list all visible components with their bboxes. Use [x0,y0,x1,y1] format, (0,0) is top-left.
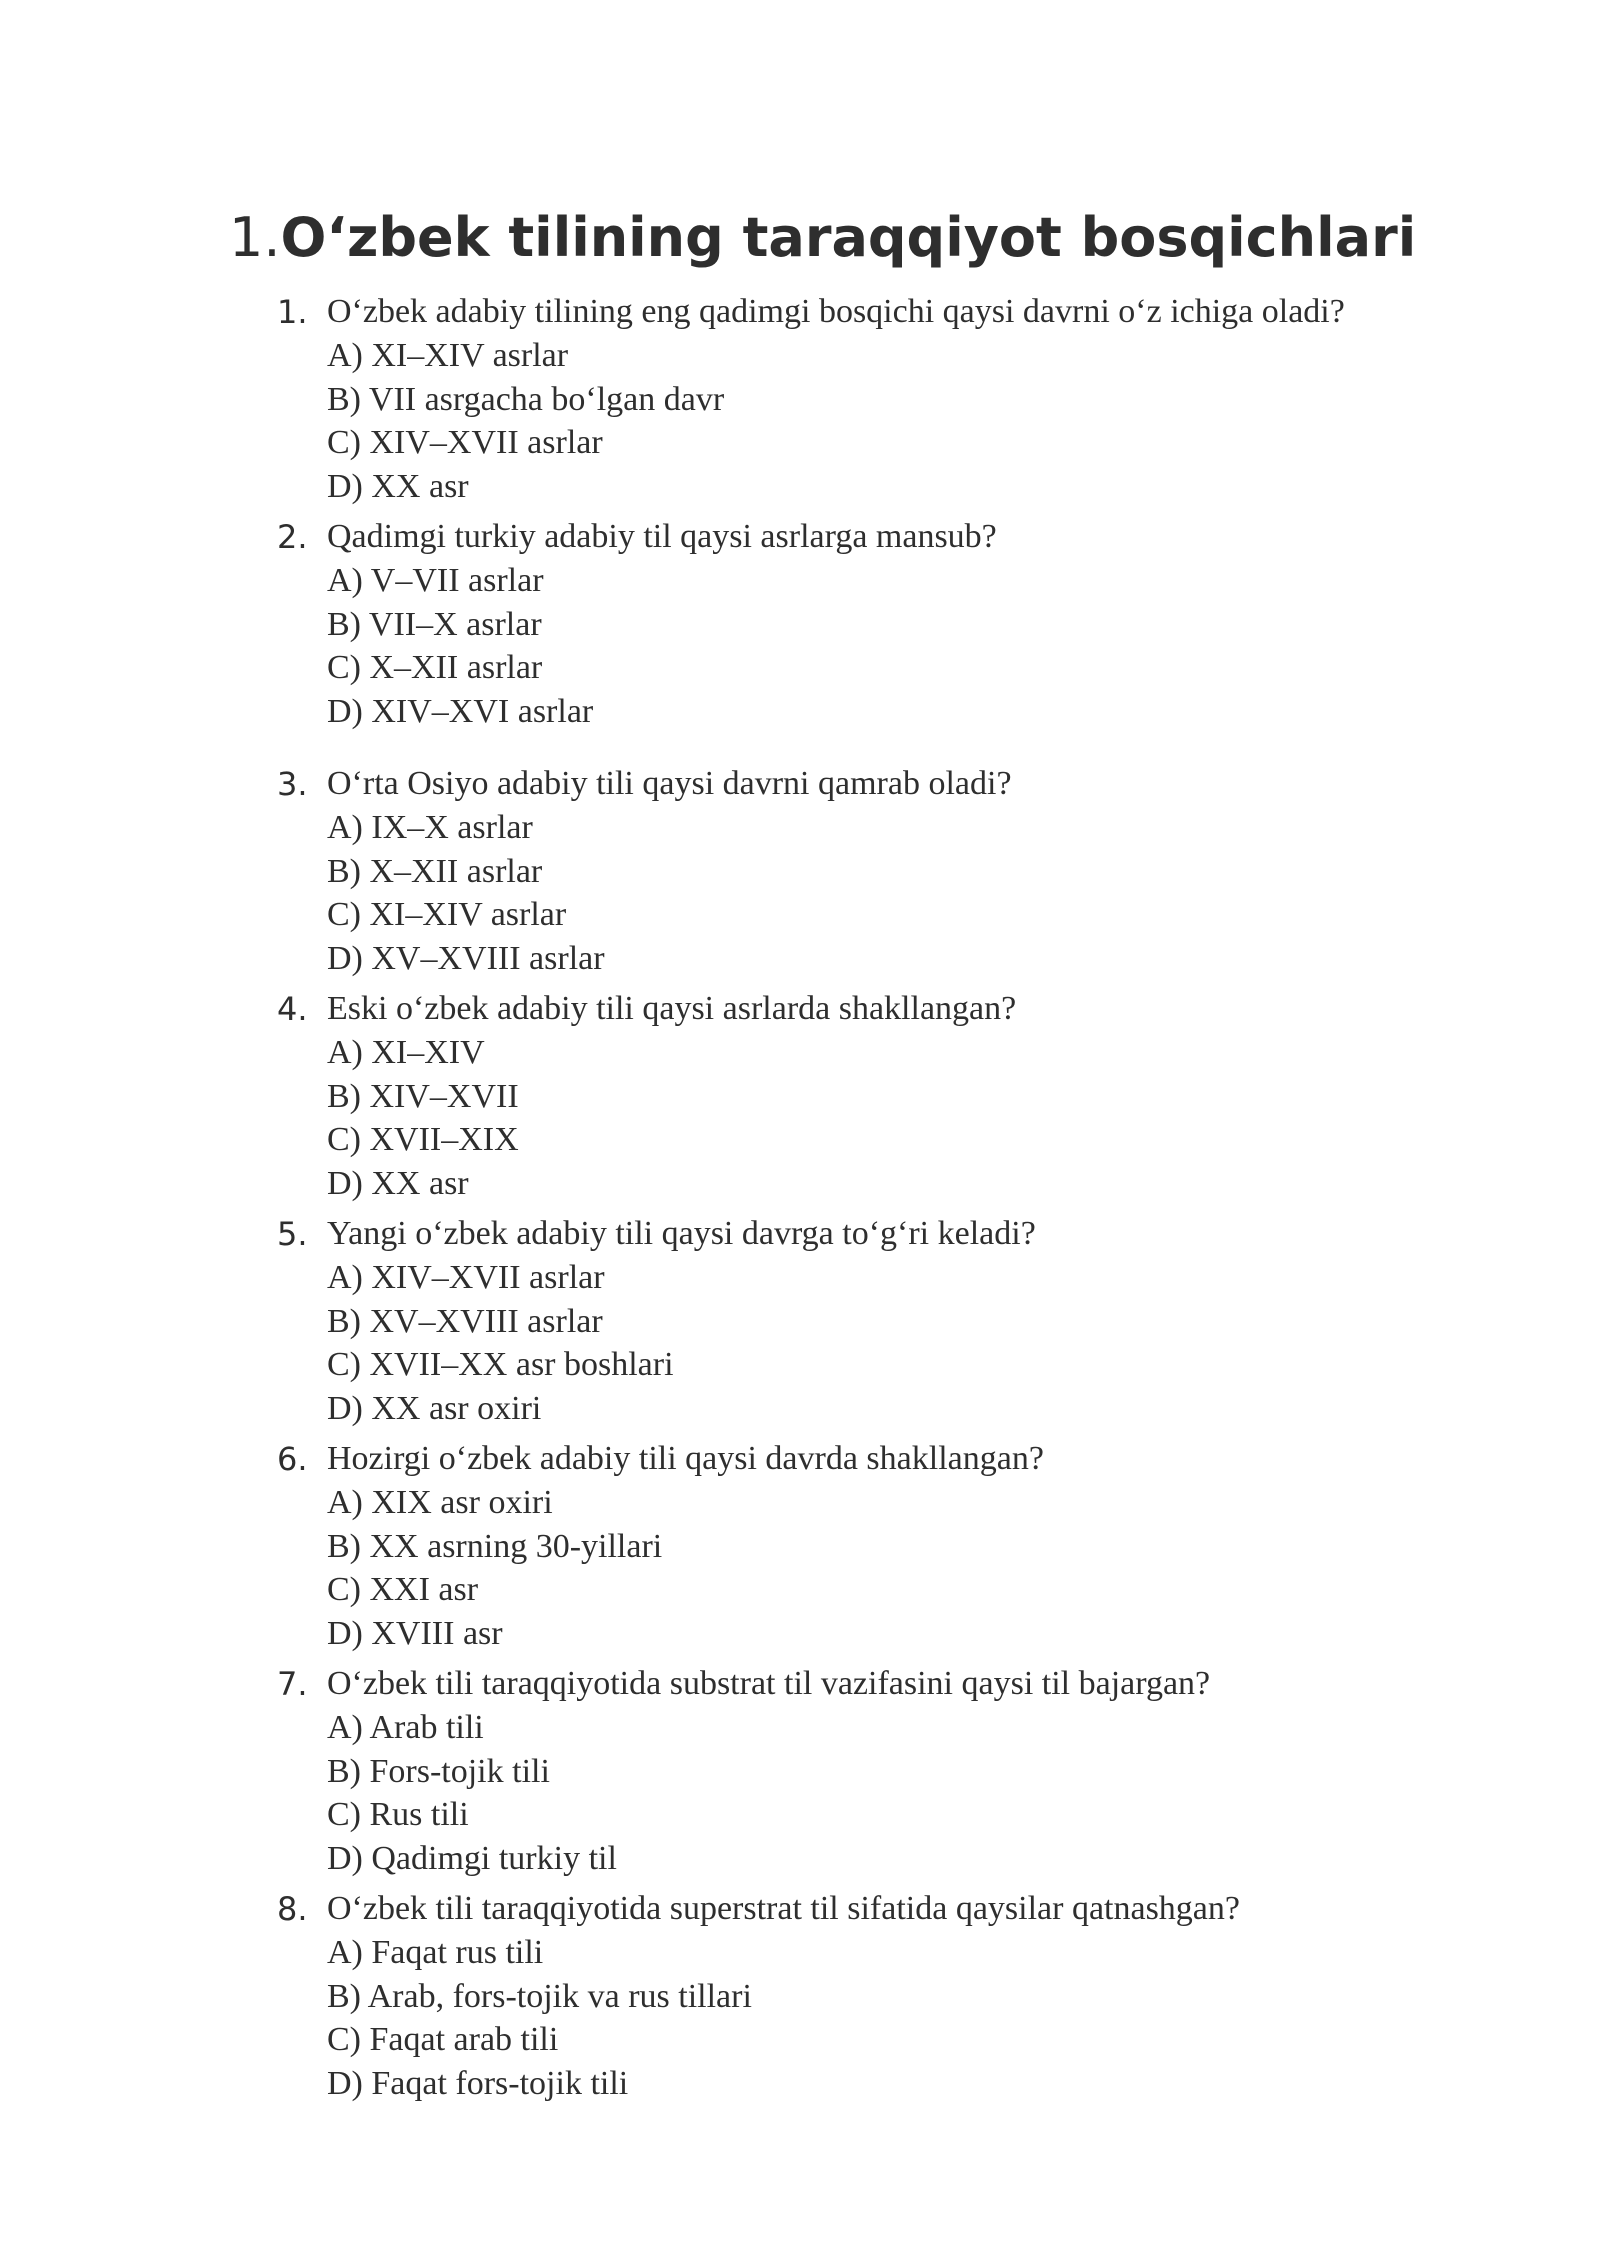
question-text: Hozirgi o‘zbek adabiy tili qaysi davrda shakllangan? [327,1440,1044,1477]
answer-option: D) XX asr oxiri [327,1389,542,1427]
question-number: 7. [277,1665,308,1703]
answer-option: C) XVII–XX asr boshlari [327,1346,674,1383]
answer-option: B) X–XII asrlar [327,852,543,890]
answer-option: B) XIV–XVII [327,1077,519,1115]
answer-option: C) XXI asr [327,1571,479,1608]
question-number: 3. [277,765,308,803]
question-text: O‘zbek tili taraqqiyotida substrat til vazifasini qaysi til bajargan? [327,1665,1211,1702]
answer-options [327,1256,674,1430]
answer-options [327,334,724,508]
question-number: 2. [277,518,308,556]
answer-option: C) XI–XIV asrlar [327,896,567,933]
answer-options [327,1706,617,1880]
answer-options [327,1931,752,2105]
section-number: 1. [229,206,281,269]
answer-options [327,1031,519,1205]
answer-option: B) Arab, fors-tojik va rus tillari [327,1977,752,2015]
question-text: O‘rta Osiyo adabiy tili qaysi davrni qamrab oladi? [327,765,1012,802]
question-number: 1. [277,293,308,331]
answer-option: B) VII–X asrlar [327,605,542,643]
answer-options [327,806,605,980]
question-text: O‘zbek adabiy tilining eng qadimgi bosqichi qaysi davrni o‘z ichiga oladi? [327,293,1345,330]
answer-option: D) XX asr [327,467,469,505]
question-text: Yangi o‘zbek adabiy tili qaysi davrga to‘g‘ri keladi? [327,1215,1036,1252]
question-number: 5. [277,1215,308,1253]
answer-option: A) Faqat rus tili [327,1934,544,1971]
question-number: 4. [277,990,308,1028]
question-text: Eski o‘zbek adabiy tili qaysi asrlarda shakllangan? [327,990,1017,1027]
answer-option: A) XIV–XVII asrlar [327,1259,605,1296]
answer-option: C) X–XII asrlar [327,649,543,686]
section-title-text: O‘zbek tilining taraqqiyot bosqichlari [280,206,1417,269]
section-title [229,202,1416,274]
answer-option: C) Faqat arab tili [327,2021,559,2058]
question-number: 8. [277,1890,308,1928]
answer-option: D) XV–XVIII asrlar [327,939,605,977]
answer-option: A) XI–XIV [327,1034,485,1071]
answer-option: C) XVII–XIX [327,1121,519,1158]
answer-option: A) V–VII asrlar [327,562,544,599]
answer-option: C) Rus tili [327,1796,469,1833]
answer-option: D) XIV–XVI asrlar [327,692,594,730]
answer-option: D) Qadimgi turkiy til [327,1839,617,1877]
answer-option: A) Arab tili [327,1709,484,1746]
answer-option: B) XX asrning 30-yillari [327,1527,663,1565]
answer-option: B) Fors-tojik tili [327,1752,550,1790]
answer-option: A) IX–X asrlar [327,809,533,846]
answer-option: A) XIX asr oxiri [327,1484,553,1521]
question-number: 6. [277,1440,308,1478]
question-text: O‘zbek tili taraqqiyotida superstrat til sifatida qaysilar qatnashgan? [327,1890,1240,1927]
question-text: Qadimgi turkiy adabiy til qaysi asrlarga mansub? [327,518,997,555]
answer-option: B) VII asrgacha bo‘lgan davr [327,380,725,418]
answer-option: D) Faqat fors-tojik tili [327,2064,629,2102]
answer-options [327,559,593,733]
answer-option: D) XVIII asr [327,1614,503,1652]
answer-option: D) XX asr [327,1164,469,1202]
answer-option: B) XV–XVIII asrlar [327,1302,603,1340]
answer-option: A) XI–XIV asrlar [327,337,569,374]
answer-option: C) XIV–XVII asrlar [327,424,603,461]
answer-options [327,1481,662,1655]
